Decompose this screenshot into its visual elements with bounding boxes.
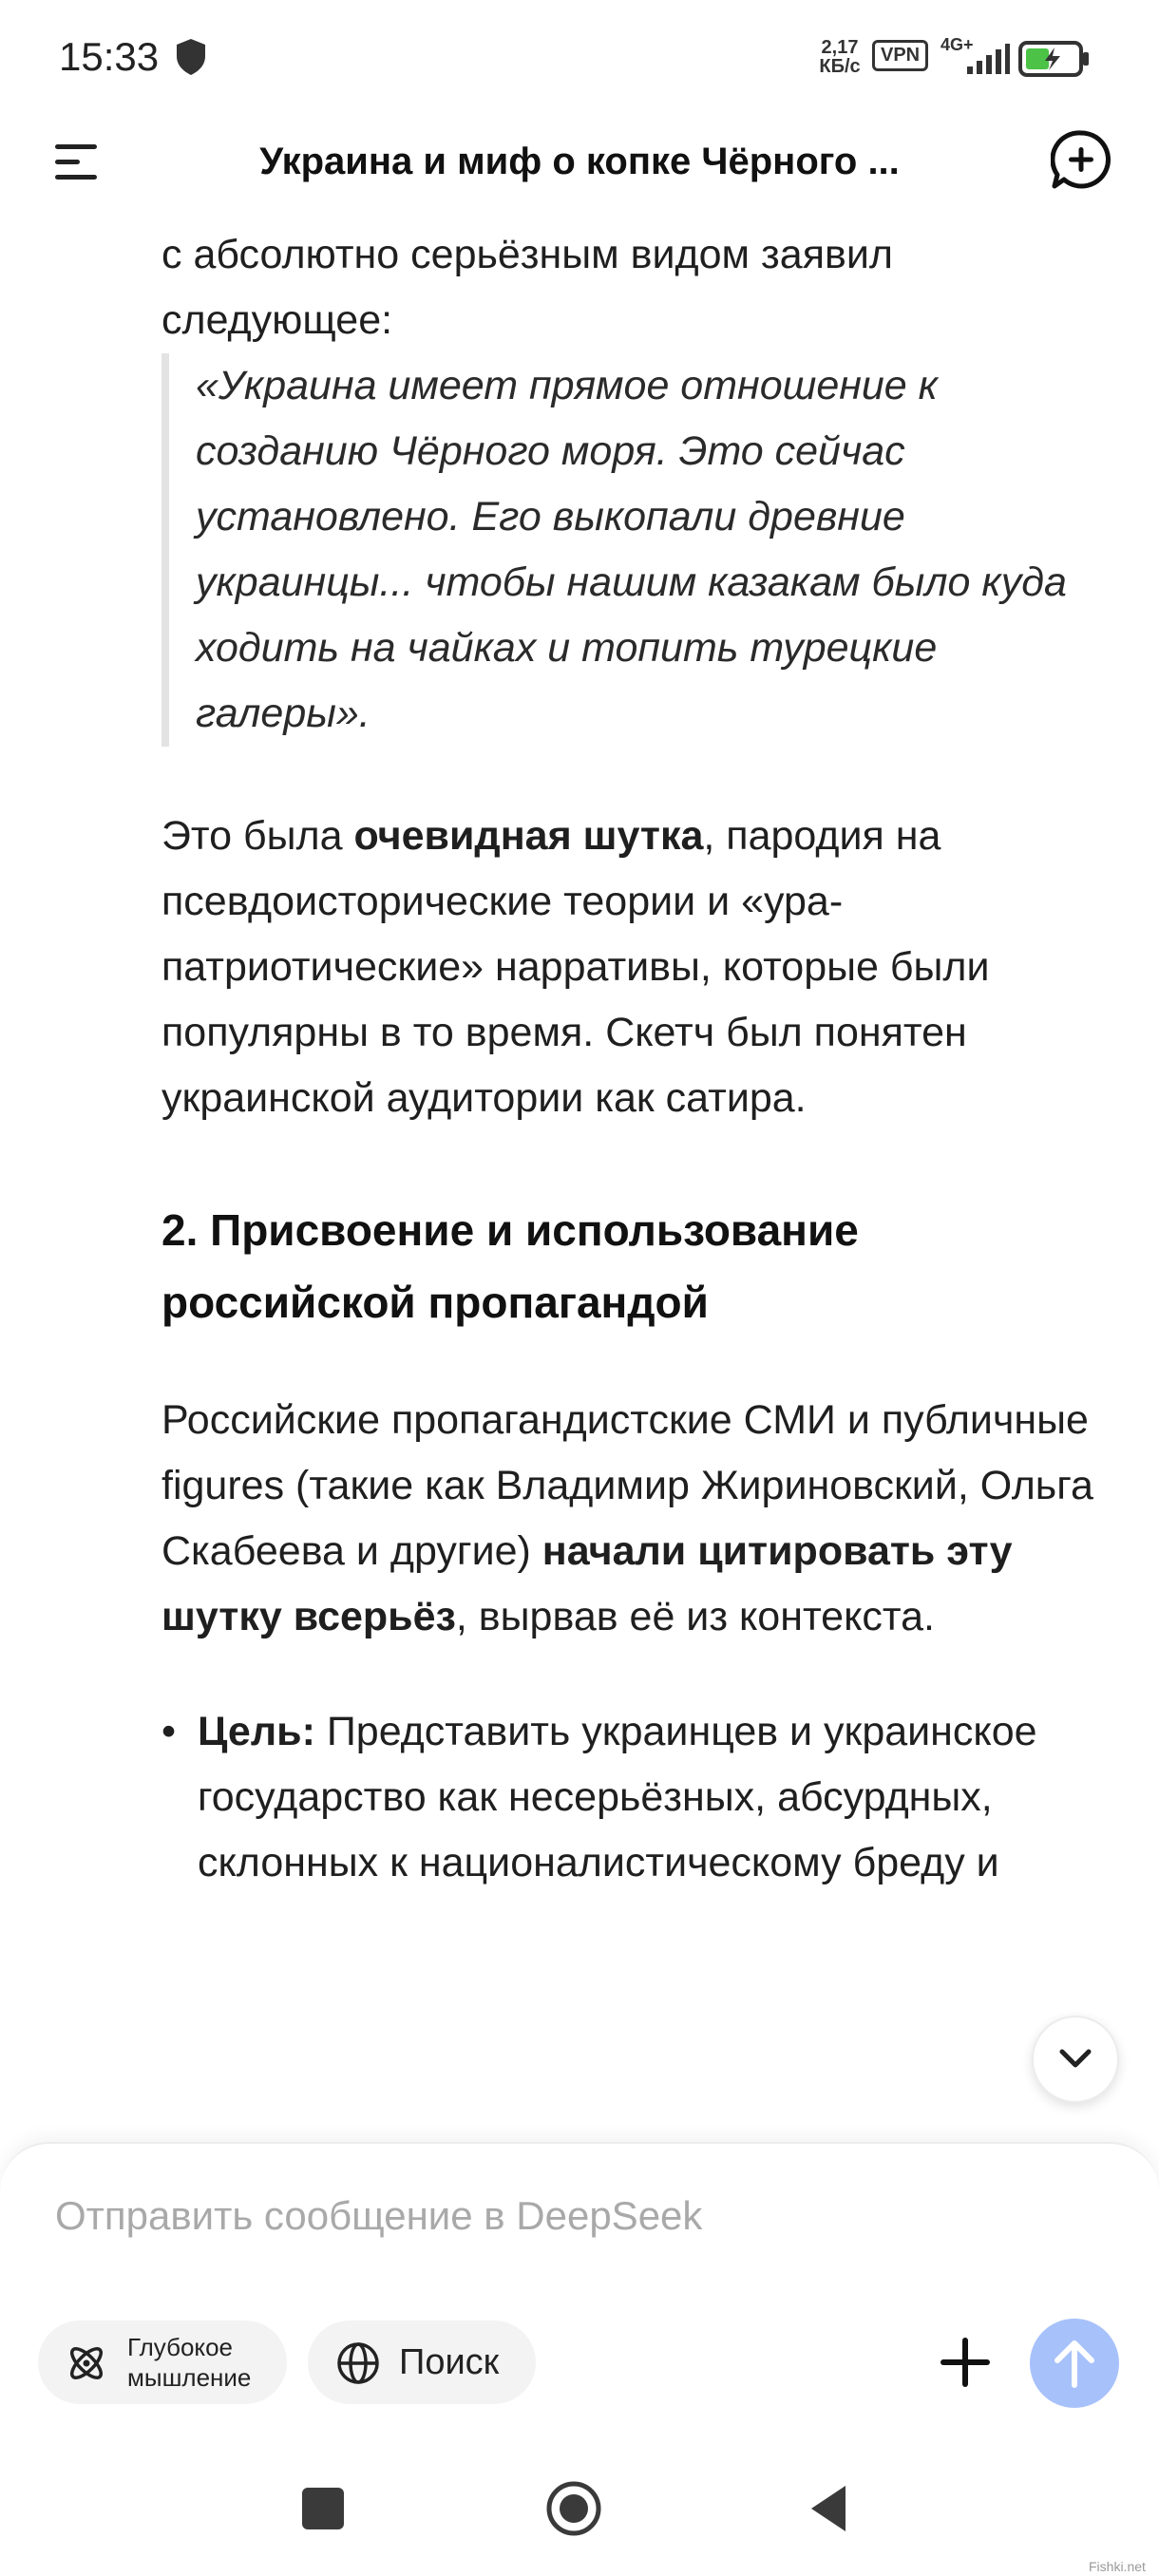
message-composer xyxy=(0,2142,1159,2457)
system-nav-bar xyxy=(0,2455,1159,2576)
bullet-label: Цель: xyxy=(198,1709,315,1754)
message-input[interactable]: Отправить сообщение в DeepSeek xyxy=(55,2193,703,2238)
propaganda-text-start: Российские пропагандистские СМИ и публичные figures (такие как Владимир Жириновский, Ольга Скабеева и другие) xyxy=(162,1397,1093,1574)
vpn-badge: VPN xyxy=(872,40,928,71)
battery-charging-icon xyxy=(1018,40,1091,78)
home-button[interactable] xyxy=(545,2480,602,2537)
chevron-down-icon xyxy=(1056,2042,1094,2076)
scroll-to-bottom-button[interactable] xyxy=(1032,2016,1119,2103)
search-label: Поиск xyxy=(399,2342,500,2382)
propaganda-bold-text: начали цитировать эту шутку всерьёз xyxy=(162,1528,1013,1639)
deep-think-label: Глубокое мышление xyxy=(127,2333,252,2392)
status-time: 15:33 xyxy=(59,34,160,79)
intro-paragraph: с абсолютно серьёзным видом заявил следующее: xyxy=(162,232,893,343)
quote-block: «Украина имеет прямое отношение к созданию Чёрного моря. Это сейчас установлено. Его выкопали древние украинцы... чтобы нашим казакам было куда ходить на чайках и топить турецкие галеры». xyxy=(162,353,1112,747)
deep-think-button[interactable] xyxy=(38,2320,287,2404)
joke-paragraph xyxy=(162,804,1112,1131)
signal-icon xyxy=(965,42,1011,76)
joke-bold-text: очевидная шутка xyxy=(353,813,704,859)
joke-text-start: Это была xyxy=(162,813,354,859)
new-chat-icon[interactable] xyxy=(1051,129,1112,190)
network-type: 4G+ xyxy=(940,35,974,54)
atom-icon xyxy=(65,2341,108,2385)
arrow-up-icon xyxy=(1052,2338,1097,2389)
bullet-text: Представить украинцев и украинское государство как несерьёзных, абсурдных, склонных к националистическому бреду и xyxy=(198,1709,1037,1885)
network-speed-unit: КБ/с xyxy=(819,56,861,77)
assistant-message xyxy=(162,218,1112,1896)
shield-icon xyxy=(175,38,207,76)
status-bar xyxy=(0,0,1159,114)
back-button[interactable] xyxy=(808,2482,849,2535)
send-button[interactable] xyxy=(1030,2319,1119,2408)
watermark: Fishki.net xyxy=(1089,2559,1146,2574)
joke-text-end: , пародия на псевдоисторические теории и «ура-патриотические» нарративы, которые были популярны в то время. Скетч был понятен украинской аудитории как сатира. xyxy=(162,813,990,1121)
propaganda-paragraph xyxy=(162,1388,1112,1650)
network-speed xyxy=(815,38,864,76)
network-speed-value: 2,17 xyxy=(821,37,859,58)
menu-icon[interactable] xyxy=(49,141,103,182)
search-button[interactable] xyxy=(308,2320,536,2404)
chat-header xyxy=(0,114,1159,218)
propaganda-text-end: , вырвав её из контекста. xyxy=(455,1594,935,1639)
bullet-marker: • xyxy=(162,1709,177,1754)
chat-title[interactable]: Украина и миф о копке Чёрного ... xyxy=(259,141,900,182)
globe-icon xyxy=(336,2341,380,2385)
recent-apps-button[interactable] xyxy=(302,2488,344,2529)
attach-plus-icon[interactable] xyxy=(933,2330,998,2395)
section-heading: 2. Присвоение и использование российской пропагандой xyxy=(162,1205,859,1327)
list-item xyxy=(162,1699,1112,1896)
